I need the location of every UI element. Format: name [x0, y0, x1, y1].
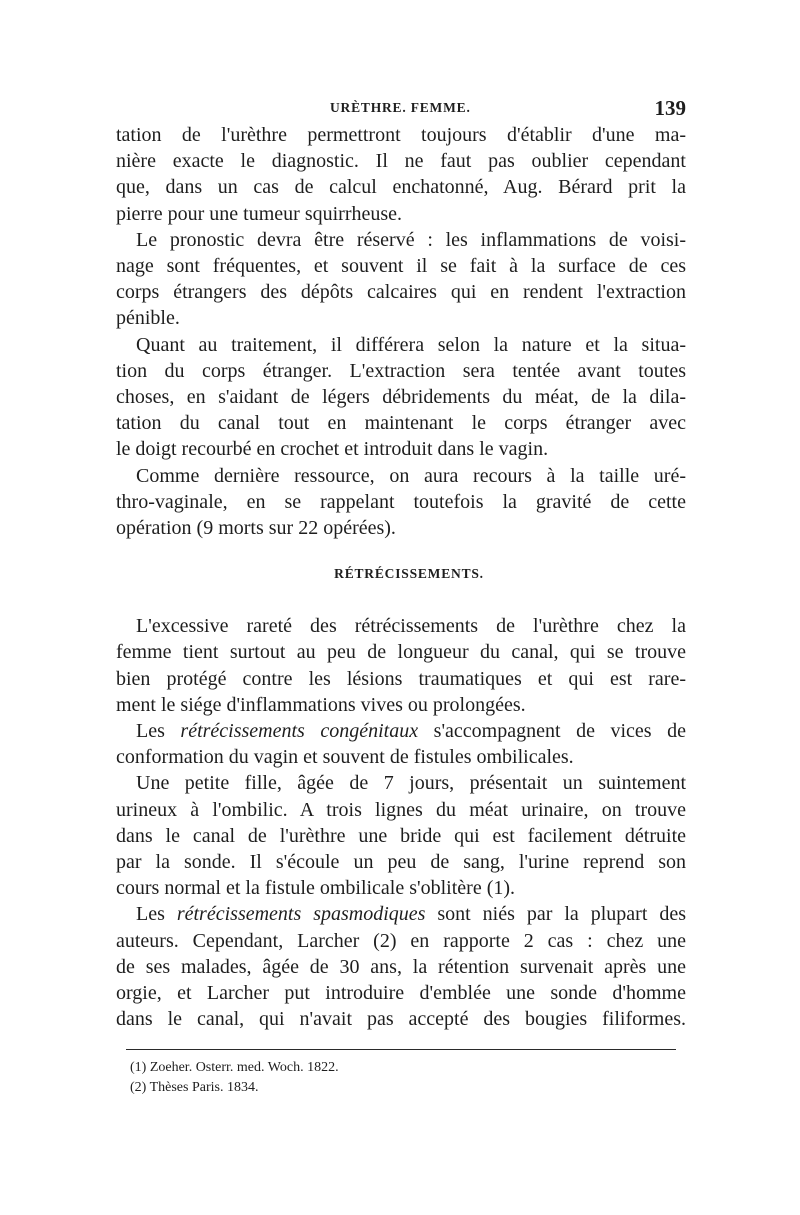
text-line: dans le canal de l'urèthre une bride qui est facilement détruite: [116, 824, 686, 847]
paragraph-rarete: [116, 613, 686, 718]
paragraph-congenitaux: [116, 718, 686, 770]
text-line: nière exacte le diagnostic. Il ne faut pas oublier cependant: [116, 150, 686, 173]
text-run: Les: [136, 720, 181, 743]
text-line: conformation du vagin et souvent de fistules ombilicales.: [116, 746, 574, 769]
text-line: thro-vaginale, en se rappelant toutefois la gravité de cette: [116, 490, 686, 513]
text-line: femme tient surtout au peu de longueur du canal, qui se trouve: [116, 641, 686, 664]
text-line: nage sont fréquentes, et souvent il se fait à la surface de ces: [116, 255, 686, 278]
text-line: orgie, et Larcher put introduire d'emblée une sonde d'homme: [116, 982, 686, 1005]
text-line: bien protégé contre les lésions traumatiques et qui est rare-: [116, 667, 686, 690]
text-line: auteurs. Cependant, Larcher (2) en rapporte 2 cas : chez une: [116, 929, 686, 952]
text-line: de ses malades, âgée de 30 ans, la rétention survenait après une: [116, 955, 686, 978]
text-line: [116, 718, 686, 744]
italic-term: rétrécissements congénitaux: [180, 720, 419, 743]
text-line: par la sonde. Il s'écoule un peu de sang, l'urine reprend son: [116, 851, 686, 874]
italic-term: rétrécissements spasmodiques: [176, 903, 426, 926]
text-line: Comme dernière ressource, on aura recours à la taille uré-: [136, 464, 686, 487]
page-number: 139: [654, 96, 686, 120]
text-line: choses, en s'aidant de légers débridements du méat, de la dila-: [116, 386, 686, 409]
text-line: tion du corps étranger. L'extraction sera tentée avant toutes: [116, 359, 686, 382]
paragraph-ressource: [116, 463, 686, 542]
text-line: dans le canal, qui n'avait pas accepté des bougies filiformes.: [116, 1008, 686, 1031]
text-line: le doigt recourbé en crochet et introduit dans le vagin.: [116, 438, 549, 461]
text-line: urineux à l'ombilic. A trois lignes du méat urinaire, on trouve: [116, 798, 686, 821]
paragraph-pronostic: [116, 227, 686, 332]
text-line: cours normal et la fistule ombilicale s'oblitère (1).: [116, 877, 516, 900]
book-page: [116, 96, 686, 1098]
text-line: corps étrangers des dépôts calcaires qui en rendent l'extraction: [116, 281, 686, 304]
paragraph-traitement: [116, 332, 686, 463]
text-run: s'accompagnent de vices de: [418, 720, 686, 743]
paragraph-observation: [116, 770, 686, 901]
text-line: ment le siége d'inflammations vives ou prolongées.: [116, 693, 526, 716]
paragraph-spasmodiques: [116, 901, 686, 1032]
text-run: Les: [136, 903, 177, 926]
text-line: [116, 901, 686, 927]
footnote-1: (1) Zoeher. Osterr. med. Woch. 1822.: [130, 1059, 339, 1075]
footnotes: [130, 1058, 686, 1098]
text-line: Le pronostic devra être réservé : les inflammations de voisi-: [136, 228, 686, 251]
text-line: Une petite fille, âgée de 7 jours, présentait un suintement: [136, 772, 686, 795]
section-heading: RÉTRÉCISSEMENTS.: [334, 566, 484, 582]
footnote-divider: [126, 1049, 676, 1050]
text-line: pierre pour une tumeur squirrheuse.: [116, 202, 403, 225]
text-line: L'excessive rareté des rétrécissements de l'urèthre chez la: [136, 615, 686, 638]
running-title: URÈTHRE. FEMME.: [330, 100, 471, 115]
running-head: [116, 96, 686, 122]
text-line: tation du canal tout en maintenant le corps étranger avec: [116, 412, 686, 435]
text-line: que, dans un cas de calcul enchatonné, Aug. Bérard prit la: [116, 176, 686, 199]
text-line: opération (9 morts sur 22 opérées).: [116, 517, 396, 540]
paragraph-diagnostic: [116, 122, 686, 227]
text-line: tation de l'urèthre permettront toujours d'établir d'une ma-: [116, 124, 686, 146]
footnote-2: (2) Thèses Paris. 1834.: [130, 1079, 259, 1095]
text-line: Quant au traitement, il différera selon la nature et la situa-: [136, 333, 686, 356]
text-run: sont niés par la plupart des: [425, 903, 686, 926]
text-line: pénible.: [116, 307, 180, 330]
